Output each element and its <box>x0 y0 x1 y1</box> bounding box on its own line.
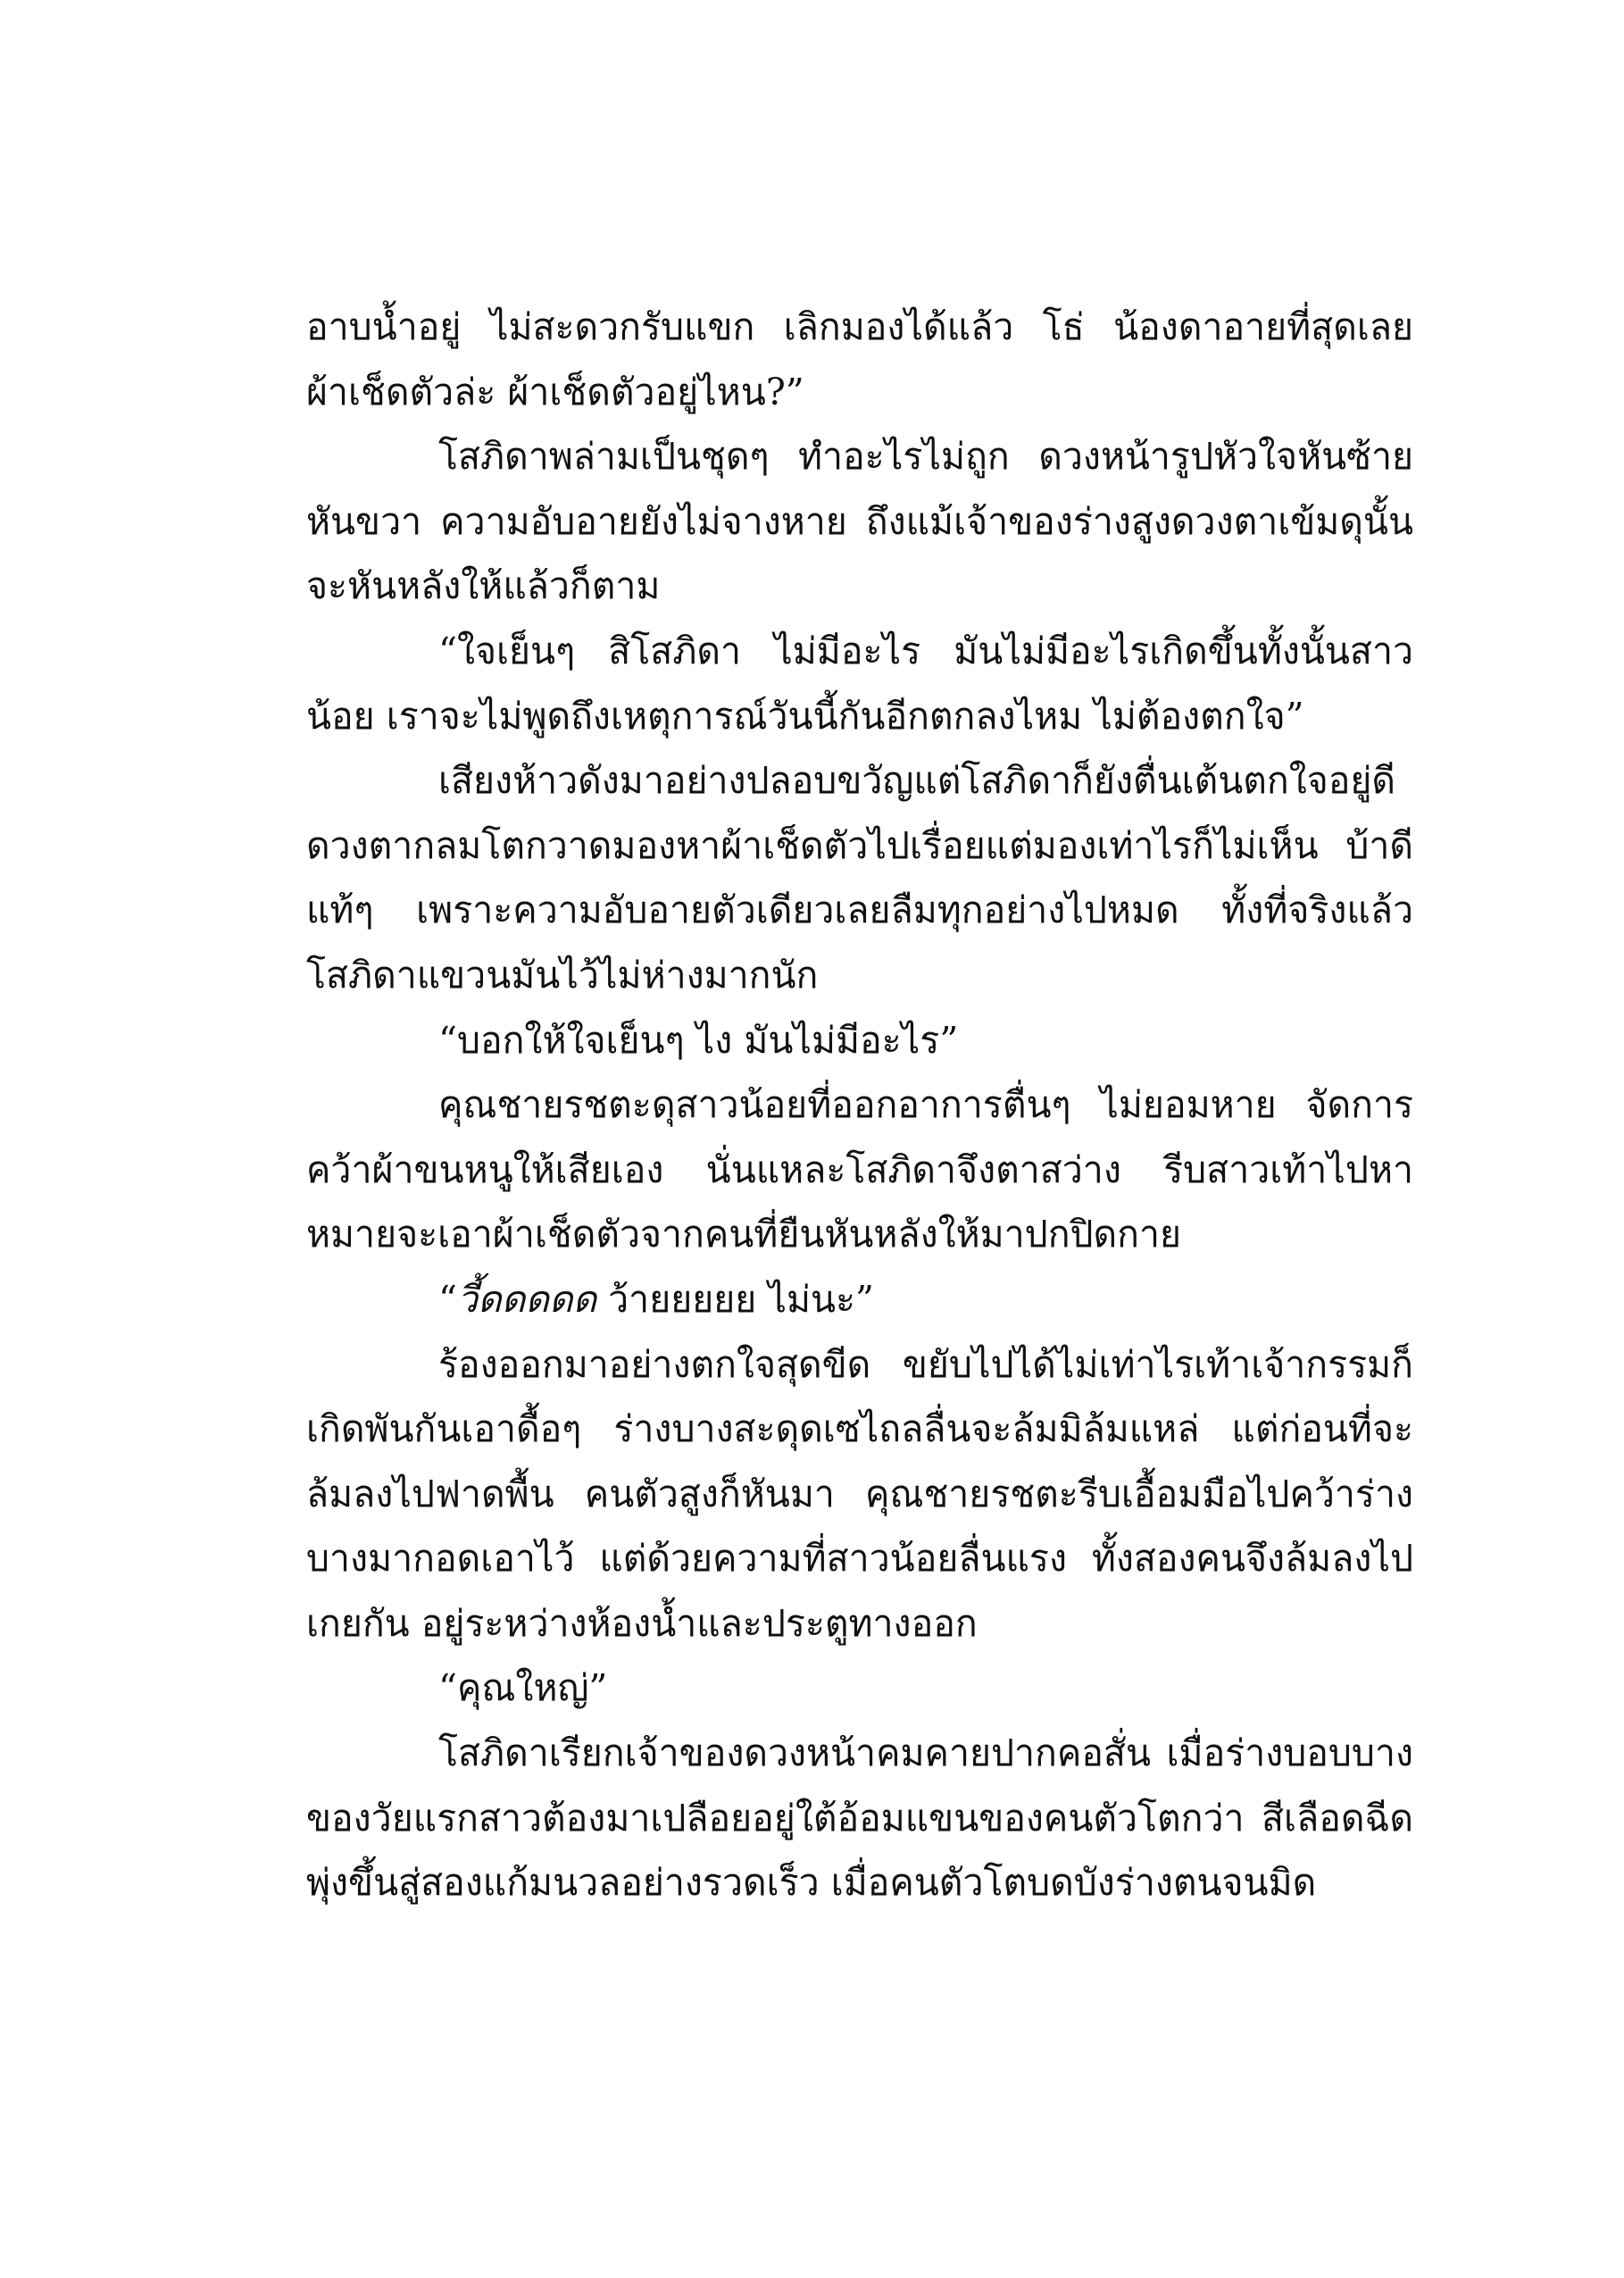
paragraph-5: “บอกให้ใจเย็นๆ ไง มันไม่มีอะไร” <box>438 1018 959 1062</box>
paragraph-8: ร้องออกมาอย่างตกใจสุดขีด ขยับไปได้ไม่เท่าไรเท้าเจ้ากรรมก็เกิดพันกันเอาดื้อๆ ร่างบางสะดุดเซไถลลื่นจะล้มมิล้มแหล่ แต่ก่อนที่จะล้มลงไปฟาดพื้น คนตัวสูงก็หันมา คุณชายรชตะรีบเอื้อมมือไปคว้าร่างบางมากอดเอาไว้ แต่ด้วยความที่สาวน้อยลื่นแรง ทั้งสองคนจึงล้มลงไปเกยกัน อยู่ระหว่างห้องน้ำและประตูทางออก <box>306 1342 1413 1645</box>
body-text <box>306 295 1413 1915</box>
paragraph-1: อาบน้ำอยู่ ไม่สะดวกรับแขก เลิกมองได้แล้ว โธ่ น้องดาอายที่สุดเลย ผ้าเช็ดตัวล่ะ ผ้าเช็ดตัวอยู่ไหน?” <box>306 305 1413 413</box>
paragraph-7 <box>306 1267 1413 1332</box>
paragraph-6: คุณชายรชตะดุสาวน้อยที่ออกอาการตื่นๆ ไม่ยอมหาย จัดการคว้าผ้าขนหนูให้เสียเอง นั่นแหละโสภิดาจึงตาสว่าง รีบสาวเท้าไปหาหมายจะเอาผ้าเช็ดตัวจากคนที่ยืนหันหลังให้มาปกปิดกาย <box>306 1083 1413 1256</box>
paragraph-10: โสภิดาเรียกเจ้าของดวงหน้าคมคายปากคอสั่น เมื่อร่างบอบบางของวัยแรกสาวต้องมาเปลือยอยู่ใต้อ้อมแขนของคนตัวโตกว่า สีเลือดฉีดพุ่งขึ้นสู่สองแก้มนวลอย่างรวดเร็ว เมื่อคนตัวโตบดบังร่างตนจนมิด <box>306 1731 1413 1905</box>
paragraph-7-rest: ว้ายยยยย ไม่นะ” <box>596 1277 875 1321</box>
paragraph-9: “คุณใหญ่” <box>438 1666 608 1710</box>
open-quote: “ <box>438 1277 457 1321</box>
italic-exclamation: วี้ดดดดด <box>456 1277 597 1321</box>
paragraph-3: “ใจเย็นๆ สิโสภิดา ไม่มีอะไร มันไม่มีอะไรเกิดขึ้นทั้งนั้นสาวน้อย เราจะไม่พูดถึงเหตุการณ์วันนี้กันอีกตกลงไหม ไม่ต้องตกใจ” <box>306 629 1413 738</box>
paragraph-2: โสภิดาพล่ามเป็นชุดๆ ทำอะไรไม่ถูก ดวงหน้ารูปหัวใจหันซ้ายหันขวา ความอับอายยังไม่จางหาย ถึงแม้เจ้าของร่างสูงดวงตาเข้มดุนั้นจะหันหลังให้แล้วก็ตาม <box>306 435 1413 608</box>
paragraph-4: เสียงห้าวดังมาอย่างปลอบขวัญแต่โสภิดาก็ยังตื่นเต้นตกใจอยู่ดี ดวงตากลมโตกวาดมองหาผ้าเช็ดตัวไปเรื่อยแต่มองเท่าไรก็ไม่เห็น บ้าดีแท้ๆ เพราะความอับอายตัวเดียวเลยลืมทุกอย่างไปหมด ทั้งที่จริงแล้วโสภิดาแขวนมันไว้ไม่ห่างมากนัก <box>306 759 1413 997</box>
